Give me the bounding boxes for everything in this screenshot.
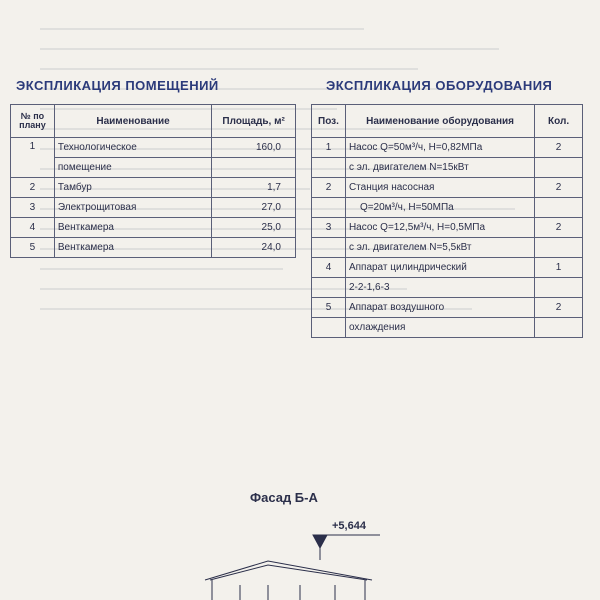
room-area: 25,0 bbox=[212, 218, 296, 238]
room-num: 2 bbox=[11, 178, 55, 198]
room-num: 3 bbox=[11, 198, 55, 218]
room-area: 27,0 bbox=[212, 198, 296, 218]
equipment-header-pos: Поз. bbox=[312, 105, 346, 138]
room-num: 4 bbox=[11, 218, 55, 238]
equipment-name-cont: с эл. двигателем N=15кВт bbox=[345, 158, 534, 178]
equipment-pos: 5 bbox=[312, 298, 346, 318]
rooms-table-title: ЭКСПЛИКАЦИЯ ПОМЕЩЕНИЙ bbox=[16, 78, 219, 93]
equipment-pos: 4 bbox=[312, 258, 346, 278]
facade-title: Фасад Б-А bbox=[250, 490, 318, 505]
equipment-qty: 2 bbox=[535, 298, 583, 318]
room-name: Тамбур bbox=[54, 178, 211, 198]
elevation-marker-icon bbox=[313, 535, 327, 548]
rooms-header-num-text: № по плану bbox=[19, 111, 46, 130]
equipment-qty: 1 bbox=[535, 258, 583, 278]
equipment-pos: 1 bbox=[312, 138, 346, 158]
equipment-name: Станция насосная bbox=[345, 178, 534, 198]
equipment-header-qty: Кол. bbox=[535, 105, 583, 138]
room-name: Электрощитовая bbox=[54, 198, 211, 218]
room-num: 1 bbox=[11, 138, 55, 178]
equipment-pos: 3 bbox=[312, 218, 346, 238]
rooms-header-area: Площадь, м² bbox=[212, 105, 296, 138]
elevation-label: +5,644 bbox=[332, 520, 366, 532]
room-area: 160,0 bbox=[212, 138, 296, 158]
equipment-table-title: ЭКСПЛИКАЦИЯ ОБОРУДОВАНИЯ bbox=[326, 78, 553, 93]
room-name: Венткамера bbox=[54, 218, 211, 238]
equipment-name: Аппарат воздушного bbox=[345, 298, 534, 318]
room-area: 1,7 bbox=[212, 178, 296, 198]
equipment-pos: 2 bbox=[312, 178, 346, 198]
equipment-name: Насос Q=50м³/ч, H=0,82МПа bbox=[345, 138, 534, 158]
equipment-qty: 2 bbox=[535, 178, 583, 198]
equipment-name-cont: с эл. двигателем N=5,5кВт bbox=[345, 238, 534, 258]
room-name: Технологическое bbox=[54, 138, 211, 158]
equipment-qty: 2 bbox=[535, 138, 583, 158]
equipment-name-cont: охлаждения bbox=[345, 318, 534, 338]
roof-inner-line bbox=[210, 565, 367, 580]
rooms-header-name: Наименование bbox=[54, 105, 211, 138]
equipment-name-cont: 2-2-1,6-3 bbox=[345, 278, 534, 298]
room-name-cont: помещение bbox=[54, 158, 211, 178]
room-name: Венткамера bbox=[54, 238, 211, 258]
equipment-name-cont: Q=20м³/ч, H=50МПа bbox=[345, 198, 534, 218]
room-area: 24,0 bbox=[212, 238, 296, 258]
equipment-header-name: Наименование оборудования bbox=[345, 105, 534, 138]
equipment-qty: 2 bbox=[535, 218, 583, 238]
equipment-name: Насос Q=12,5м³/ч, H=0,5МПа bbox=[345, 218, 534, 238]
equipment-name: Аппарат цилиндрический bbox=[345, 258, 534, 278]
room-num: 5 bbox=[11, 238, 55, 258]
